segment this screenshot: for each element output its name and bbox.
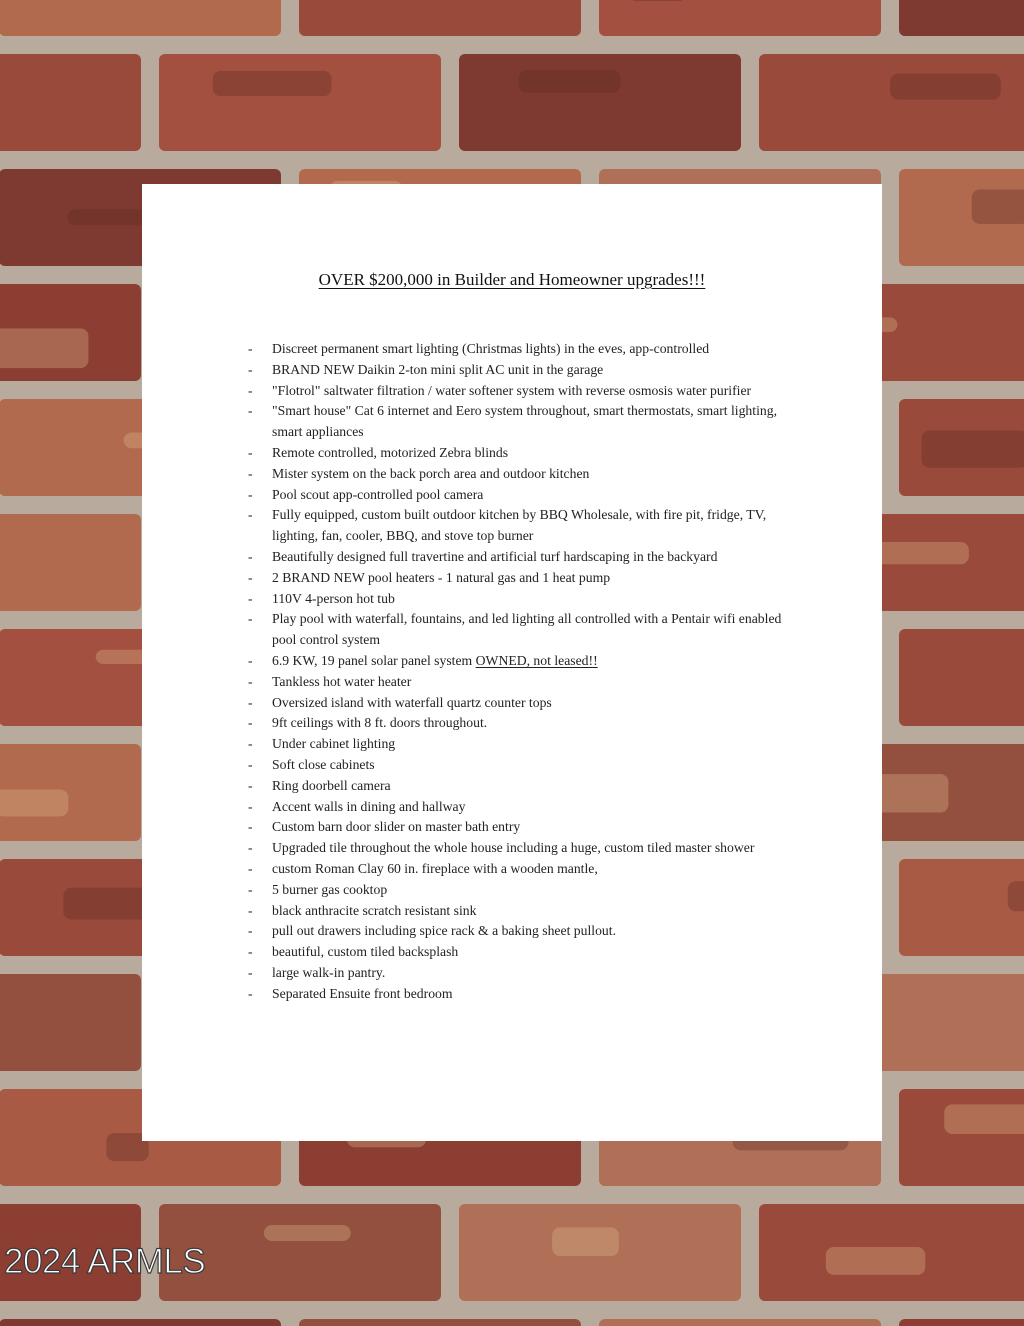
list-item-text: pull out drawers including spice rack & a baking sheet pullout. xyxy=(272,923,617,939)
list-item xyxy=(248,443,808,464)
bullet-dash: - xyxy=(248,652,253,668)
list-item-text: "Smart house" Cat 6 internet and Eero system throughout, smart thermostats, smart lighting, smart appliances xyxy=(272,403,777,440)
upgrades-list xyxy=(248,339,808,1005)
list-item xyxy=(248,713,808,734)
list-item xyxy=(248,609,808,651)
brick-weathering xyxy=(264,1225,351,1241)
list-item xyxy=(248,401,808,443)
bullet-dash: - xyxy=(248,881,253,897)
list-item xyxy=(248,963,808,984)
list-item xyxy=(248,672,808,693)
list-item-text: Under cabinet lighting xyxy=(272,736,396,752)
brick-weathering xyxy=(890,74,1001,100)
list-item-text: 9ft ceilings with 8 ft. doors throughout. xyxy=(272,715,488,731)
list-item-text: Tankless hot water heater xyxy=(272,673,412,689)
brick xyxy=(899,0,1024,36)
bullet-dash: - xyxy=(248,819,253,835)
list-item xyxy=(248,381,808,402)
brick-weathering xyxy=(628,0,687,1)
brick xyxy=(899,629,1024,726)
list-item xyxy=(248,693,808,714)
list-item-text: Mister system on the back porch area and outdoor kitchen xyxy=(272,465,590,481)
brick-weathering xyxy=(873,774,949,812)
brick-weathering xyxy=(826,1247,925,1275)
brick-weathering xyxy=(1008,881,1024,911)
list-item-text: Upgraded tile throughout the whole house including a huge, custom tiled master shower xyxy=(272,840,755,856)
list-item-text: Remote controlled, motorized Zebra blinds xyxy=(272,444,509,460)
list-item-text: Beautifully designed full travertine and artificial turf hardscaping in the backyard xyxy=(272,548,718,564)
bullet-dash: - xyxy=(248,715,253,731)
list-item xyxy=(248,589,808,610)
bullet-dash: - xyxy=(248,944,253,960)
bullet-dash: - xyxy=(248,673,253,689)
bullet-dash: - xyxy=(248,611,253,627)
brick xyxy=(0,0,281,36)
brick xyxy=(599,1319,881,1326)
upgrades-document xyxy=(142,184,882,1141)
copyright-watermark: 2024 ARMLS xyxy=(4,1242,206,1281)
brick-weathering xyxy=(0,328,88,368)
list-item-text: Oversized island with waterfall quartz counter tops xyxy=(272,694,552,710)
document-title: OVER $200,000 in Builder and Homeowner upgrades!!! xyxy=(318,270,706,289)
brick xyxy=(899,859,1024,956)
list-item xyxy=(248,901,808,922)
list-item xyxy=(248,817,808,838)
solar-owned-emphasis: OWNED, not leased!! xyxy=(475,652,598,668)
list-item xyxy=(248,838,808,859)
list-item-text: Separated Ensuite front bedroom xyxy=(272,985,453,1001)
list-item-text: Play pool with waterfall, fountains, and led lighting all controlled with a Pentair wifi enabled pool control system xyxy=(272,611,782,648)
list-item-text: BRAND NEW Daikin 2-ton mini split AC unit in the garage xyxy=(272,361,604,377)
bullet-dash: - xyxy=(248,341,253,356)
list-item-text: "Flotrol" saltwater filtration / water softener system with reverse osmosis water purifier xyxy=(272,382,752,398)
list-item xyxy=(248,797,808,818)
list-item-text: Fully equipped, custom built outdoor kitchen by BBQ Wholesale, with fire pit, fridge, TV, lighting, fan, cooler, BBQ, and stove top burner xyxy=(272,507,767,544)
brick-weathering xyxy=(552,1227,619,1256)
list-item xyxy=(248,568,808,589)
list-item xyxy=(248,485,808,506)
list-item xyxy=(248,339,808,360)
brick xyxy=(299,0,581,36)
brick-weathering xyxy=(922,430,1024,467)
brick xyxy=(459,54,741,151)
brick xyxy=(0,514,141,611)
list-item xyxy=(248,984,808,1005)
brick-weathering xyxy=(213,71,332,96)
list-item-text: 2 BRAND NEW pool heaters - 1 natural gas and 1 heat pump xyxy=(272,569,611,585)
list-item xyxy=(248,464,808,485)
list-item-text: Ring doorbell camera xyxy=(272,777,391,793)
brick xyxy=(759,54,1024,151)
bullet-dash: - xyxy=(248,382,253,398)
brick-weathering xyxy=(519,70,621,93)
brick xyxy=(899,1319,1024,1326)
list-item-text: Accent walls in dining and hallway xyxy=(272,798,466,814)
list-item xyxy=(248,859,808,880)
brick xyxy=(159,54,441,151)
list-item xyxy=(248,755,808,776)
list-item-text: Custom barn door slider on master bath entry xyxy=(272,819,521,835)
list-item-text: Pool scout app-controlled pool camera xyxy=(272,486,484,502)
bullet-dash: - xyxy=(248,736,253,752)
brick xyxy=(299,1319,581,1326)
bullet-dash: - xyxy=(248,985,253,1001)
bullet-dash: - xyxy=(248,777,253,793)
list-item xyxy=(248,734,808,755)
list-item xyxy=(248,360,808,381)
bullet-dash: - xyxy=(248,507,253,523)
brick xyxy=(599,0,881,36)
list-item-text: black anthracite scratch resistant sink xyxy=(272,902,477,918)
bullet-dash: - xyxy=(248,361,253,377)
bullet-dash: - xyxy=(248,860,253,876)
bullet-dash: - xyxy=(248,548,253,564)
bullet-dash: - xyxy=(248,902,253,918)
brick-weathering xyxy=(0,789,68,816)
brick xyxy=(899,1089,1024,1186)
list-item-text: 6.9 KW, 19 panel solar panel system xyxy=(272,652,476,668)
list-item xyxy=(248,921,808,942)
bullet-dash: - xyxy=(248,964,253,980)
list-item xyxy=(248,776,808,797)
bullet-dash: - xyxy=(248,444,253,460)
list-item xyxy=(248,505,808,547)
brick xyxy=(0,974,141,1071)
brick xyxy=(0,54,141,151)
list-item xyxy=(248,880,808,901)
bullet-dash: - xyxy=(248,569,253,585)
bullet-dash: - xyxy=(248,798,253,814)
brick xyxy=(0,1319,281,1326)
list-item xyxy=(248,547,808,568)
bullet-dash: - xyxy=(248,923,253,939)
bullet-dash: - xyxy=(248,756,253,772)
list-item-text: 110V 4-person hot tub xyxy=(272,590,395,606)
list-item-text: beautiful, custom tiled backsplash xyxy=(272,944,459,960)
bullet-dash: - xyxy=(248,465,253,481)
brick-weathering xyxy=(972,190,1024,224)
bullet-dash: - xyxy=(248,590,253,606)
bullet-dash: - xyxy=(248,694,253,710)
list-item-text: 5 burner gas cooktop xyxy=(272,881,388,897)
bullet-dash: - xyxy=(248,486,253,502)
bullet-dash: - xyxy=(248,840,253,856)
list-item-text: large walk-in pantry. xyxy=(272,964,386,980)
bullet-dash: - xyxy=(248,403,253,419)
list-item xyxy=(248,942,808,963)
brick-weathering xyxy=(944,1104,1024,1134)
brick-weathering xyxy=(870,542,969,564)
list-item-text: custom Roman Clay 60 in. fireplace with a wooden mantle, xyxy=(272,860,598,876)
list-item-text: Discreet permanent smart lighting (Christmas lights) in the eves, app-controlled xyxy=(272,341,710,356)
list-item xyxy=(248,651,808,672)
list-item-text: Soft close cabinets xyxy=(272,756,375,772)
